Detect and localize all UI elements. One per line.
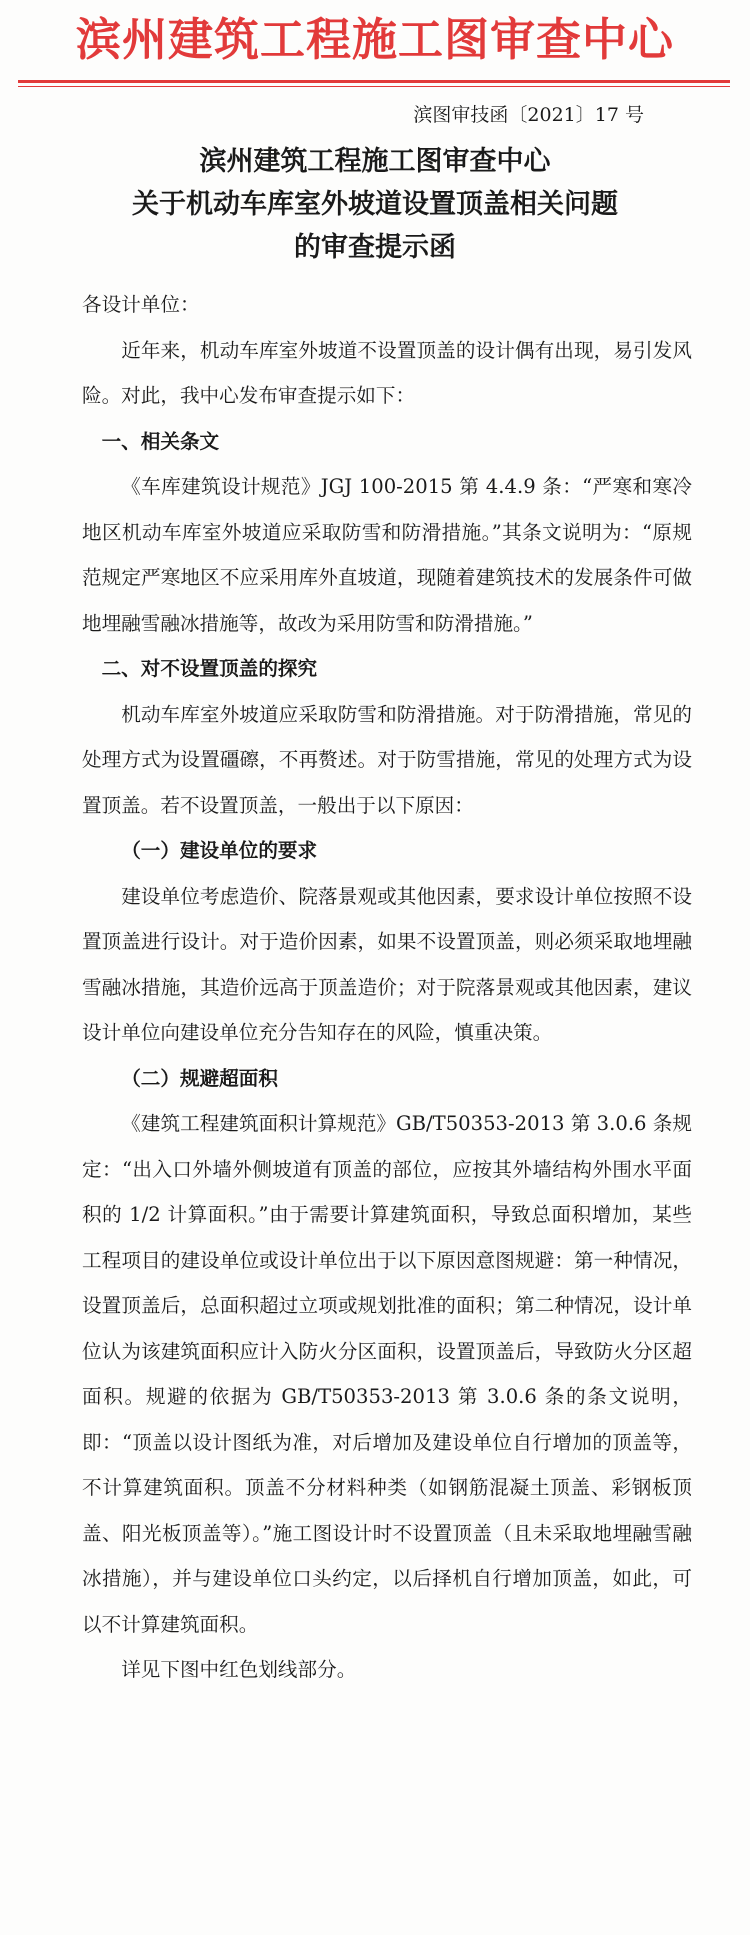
salutation: 各设计单位： — [82, 293, 200, 316]
title-line-1: 滨州建筑工程施工图审查中心 — [199, 146, 551, 177]
subsection-heading-2: （二）规避超面积 — [121, 1066, 278, 1090]
section-heading-1: 一、相关条文 — [101, 429, 220, 453]
letterhead-title: 滨州建筑工程施工图审查中心 — [75, 13, 674, 66]
section-1-paragraph-1: 《车库建筑设计规范》JGJ 100-2015 第 4.4.9 条：“严寒和寒冷地区机动车库室外坡道应采取防雪和防滑措施。”其条文说明为：“原规范规定严寒地区不应采用库外直坡道，现随着建筑技术的发展条件可做地埋融雪融冰措施等，故改为采用防雪和防滑措施。” — [82, 475, 692, 635]
letterhead-divider-thin — [18, 86, 730, 87]
subsection-1-paragraph-1: 建设单位考虑造价、院落景观或其他因素，要求设计单位按照不设置顶盖进行设计。对于造价因素，如果不设置顶盖，则必须采取地埋融雪融冰措施，其造价远高于顶盖造价；对于院落景观或其他因素，建议设计单位向建设单位充分告知存在的风险，慎重决策。 — [82, 884, 692, 1044]
section-2-paragraph-1: 机动车库室外坡道应采取防雪和防滑措施。对于防滑措施，常见的处理方式为设置礓䃰，不再赘述。对于防雪措施，常见的处理方式为设置顶盖。若不设置顶盖，一般出于以下原因： — [82, 702, 692, 817]
subsection-heading-1: （一）建设单位的要求 — [121, 839, 318, 862]
document-body — [82, 282, 692, 1693]
document-number: 滨图审技函〔2021〕17 号 — [413, 104, 644, 126]
subsection-2-paragraph-2: 详见下图中红色划线部分。 — [121, 1658, 357, 1681]
section-heading-2: 二、对不设置顶盖的探究 — [101, 657, 318, 680]
document-title — [0, 140, 750, 269]
letterhead-divider-thick — [18, 80, 730, 83]
title-line-3: 的审查提示函 — [294, 232, 456, 263]
subsection-2-paragraph-1: 《建筑工程建筑面积计算规范》GB/T50353-2013 第 3.0.6 条规定：“出入口外墙外侧坡道有顶盖的部位，应按其外墙结构外围水平面积的 1/2 计算面积。”由于需要计算建筑面积，导致总面积增加，某些工程项目的建设单位或设计单位出于以下原因意图规避：第一种情况，设置顶盖后，总面积超过立项或规划批准的面积；第二种情况，设计单位认为该建筑面积应计入防火分区面积，设置顶盖后，导致防火分区超面积。规避的依据为 GB/T50353-2013 第 3.0.6 条的条文说明，即：“顶盖以设计图纸为准，对后增加及建设单位自行增加的顶盖等，不计算建筑面积。顶盖不分材料种类（如钢筋混凝土顶盖、彩钢板顶盖、阳光板顶盖等）。”施工图设计时不设置顶盖（且未采取地埋融雪融冰措施），并与建设单位口头约定，以后择机自行增加顶盖，如此，可以不计算建筑面积。 — [82, 1112, 692, 1636]
title-line-2: 关于机动车库室外坡道设置顶盖相关问题 — [132, 189, 618, 220]
intro-paragraph: 近年来，机动车库室外坡道不设置顶盖的设计偶有出现，易引发风险。对此，我中心发布审查提示如下： — [82, 338, 692, 407]
